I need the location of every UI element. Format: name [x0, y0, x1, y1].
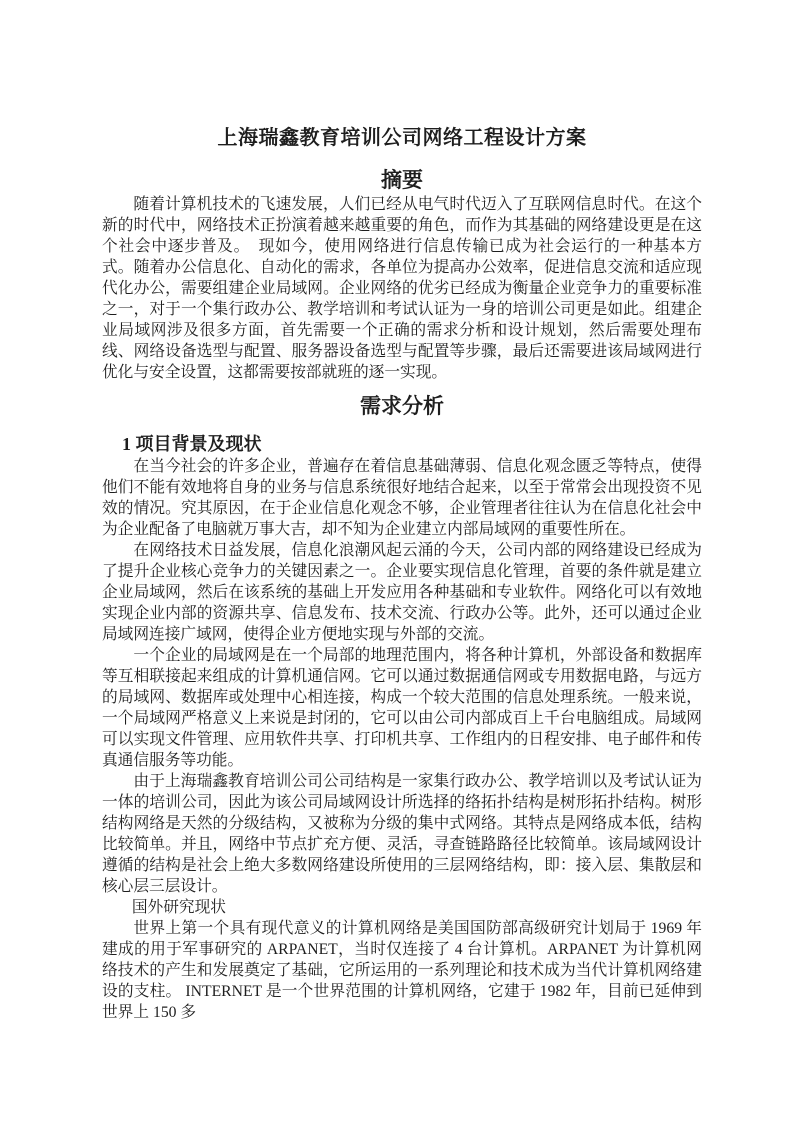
background-paragraph-1: 在当今社会的许多企业，普遍存在着信息基础薄弱、信息化观念匮乏等特点，使得他们不能有效地将自身的业务与信息系统很好地结合起来，以至于常常会出现投资不见效的情况。究其原因，在于企业信息化观念不够，企业管理者往往认为在信息化社会中为企业配备了电脑就万事大吉，却不知为企业建立内部局域网的重要性所在。 [102, 458, 702, 538]
abstract-heading: 摘要 [381, 168, 423, 192]
foreign-research-paragraph: 世界上第一个具有现代意义的计算机网络是美国国防部高级研究计划局于 1969 年建成的用于军事研究的 ARPANET，当时仅连接了 4 台计算机。ARPANET 为计算机网络技术的产生和发展奠定了基础，它所运用的一系列理论和技术成为当代计算机网络建设的支柱。 INTERNET 是一个世界范围的计算机网络，它建于 1982 年，目前已延伸到世界上 150 多 [102, 920, 702, 1021]
background-paragraph-2: 在网络技术日益发展，信息化浪潮风起云涌的今天，公司内部的网络建设已经成为了提升企业核心竞争力的关键因素之一。企业要实现信息化管理，首要的条件就是建立企业局域网，然后在该系统的基础上开发应用各种基础和专业软件。网络化可以有效地实现企业内部的资源共享、信息发布、技术交流、行政办公等。此外，还可以通过企业局域网连接广域网，使得企业方便地实现与外部的交流。 [102, 542, 702, 643]
requirements-analysis-heading: 需求分析 [360, 394, 444, 418]
background-paragraph-4: 由于上海瑞鑫教育培训公司公司结构是一家集行政办公、教学培训以及考试认证为一体的培训公司，因此为该公司局域网设计所选择的络拓扑结构是树形拓扑结构。树形结构网络是天然的分级结构，又被称为分级的集中式网络。其特点是网络成本低，结构比较简单。并且，网络中节点扩充方便、灵活，寻查链路路径比较简单。该局域网设计遵循的结构是社会上绝大多数网络建设所使用的三层网络结构，即：接入层、集散层和核心层三层设计。 [102, 773, 702, 895]
background-paragraph-3: 一个企业的局域网是在一个局部的地理范围内，将各种计算机，外部设备和数据库等互相联接起来组成的计算机通信网。它可以通过数据通信网或专用数据电路，与远方的局域网、数据库或处理中心相连接，构成一个较大范围的信息处理系统。一般来说，一个局域网严格意义上来说是封闭的，它可以由公司内部成百上千台电脑组成。局域网可以实现文件管理、应用软件共享、打印机共享、工作组内的日程安排、电子邮件和传真通信服务等功能。 [102, 647, 702, 769]
foreign-research-subheading: 国外研究现状 [131, 899, 226, 916]
section-1-project-background-heading: 1 项目背景及现状 [122, 434, 262, 454]
abstract-paragraph: 随着计算机技术的飞速发展，人们已经从电气时代迈入了互联网信息时代。在这个新的时代中，网络技术正扮演着越来越重要的角色，而作为其基础的网络建设更是在这个社会中逐步普及。 现如今，使用网络进行信息传输已成为社会运行的一种基本方式。随着办公信息化、自动化的需求，各单位为提高办公效率，促进信息交流和适应现代化办公，需要组建企业局域网。企业网络的优劣已经成为衡量企业竞争力的重要标准之一，对于一个集行政办公、教学培训和考试认证为一身的培训公司更是如此。组建企业局域网涉及很多方面，首先需要一个正确的需求分析和设计规划，然后需要处理布线、网络设备选型与配置、服务器设备选型与配置等步骤，最后还需要进该局域网进行优化与安全设置，这都需要按部就班的逐一实现。 [102, 196, 702, 381]
document-title: 上海瑞鑫教育培训公司网络工程设计方案 [217, 127, 587, 149]
